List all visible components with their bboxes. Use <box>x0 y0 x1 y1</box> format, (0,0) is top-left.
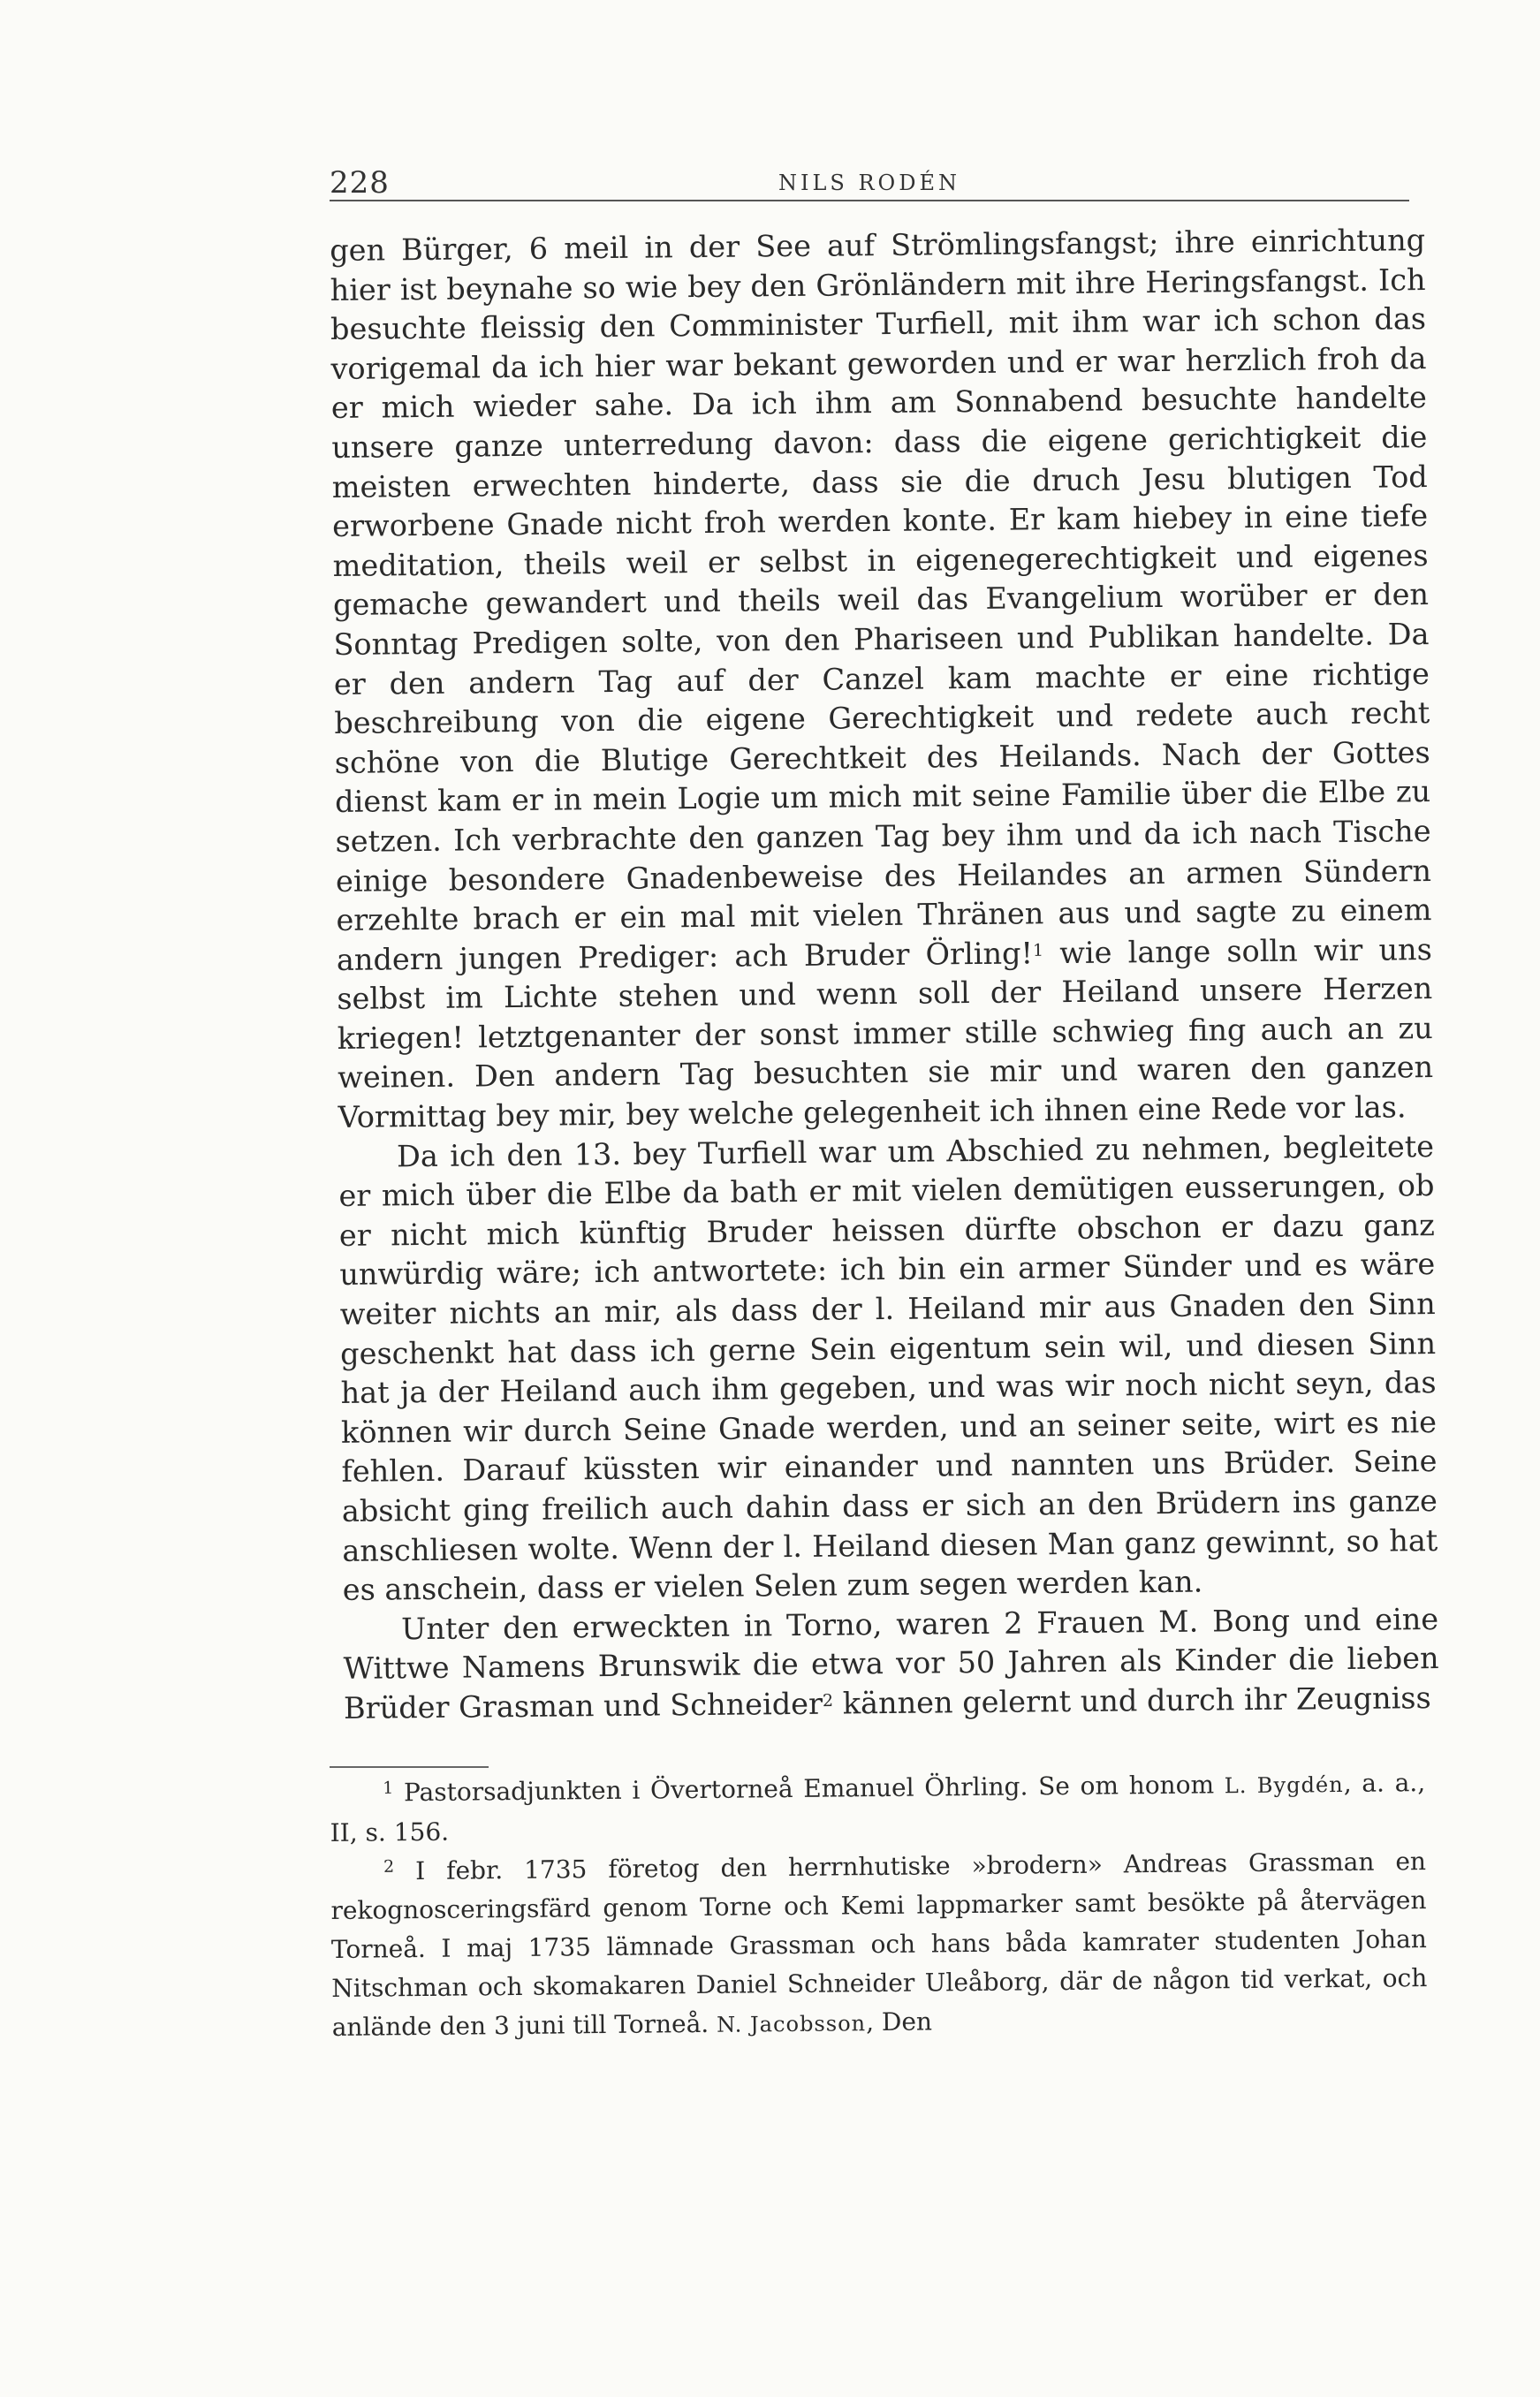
footnote-reference-2: 2 <box>822 1691 834 1711</box>
paragraph-2: Da ich den 13. bey Turfiell war um Abschied zu nehmen, begleitete er mich über die Elbe da bath er mit vielen demütigen eusserungen, ob er nicht mich künftig Bruder heissen dürfte obschon er dazu ganz unwürdig wäre; ich antwortete: ich bin ein armer Sünder und es wäre weiter nichts an mir, als dass der l. Heiland mir aus Gnaden den Sinn geschenkt hat dass ich gerne Sein eigentum sein wil, und diesen Sinn hat ja der Heiland auch ihm gegeben, und was wir noch nicht seyn, das können wir durch Seine Gnade werden, und an seiner seite, wirt es nie fehlen. Darauf küssten wir einander und nannten uns Brüder. Seine absicht ging freilich auch dahin dass er sich an den Brüdern ins ganze anschliesen wolte. Wenn der l. Heiland diesen Man ganz gewinnt, so hat es anschein, dass er vielen Selen zum segen werden kan. <box>338 1128 1438 1608</box>
footnote-reference-1: 1 <box>1032 940 1044 960</box>
paragraph-1-text: gen Bürger, 6 meil in der See auf Strömlingsfangst; ihre einrichtung hier ist beynahe so wie bey den Grönländern mit ihre Heringsfangst. Ich besuchte fleissig den Comminister Turfiell, mit ihm war ich schon das vorigemal da ich hier war bekant geworden und er war herzlich froh da er mich wieder sahe. Da ich ihm am Sonnabend besuchte handelte unsere ganze unterredung davon: dass die eigene gerichtigkeit die meisten erwechten hinderte, dass sie die druch Jesu blutigen Tod erworbene Gnade nicht froh werden konte. Er kam hiebey in eine tiefe meditation, theils weil er selbst in eigenegerechtigkeit und eigenes gemache gewandert und theils weil das Evangelium worüber er den Sonntag Predigen solte, von den Phariseen und Publikan handelte. Da er den andern Tag auf der Canzel kam machte er eine richtige beschreibung von die eigene Gerechtigkeit und redete auch recht schöne von die Blutige Gerechtkeit des Heilands. Nach der Gottes dienst kam er in mein Logie um mich mit seine Familie über die Elbe zu setzen. Ich verbrachte den ganzen Tag bey ihm und da ich nach Tische einige besondere Gnadenbeweise des Heilandes an armen Sündern erzehlte brach er ein mal mit vielen Thränen aus und sagte zu einem andern jungen Prediger: ach Bruder Örling! <box>330 223 1432 977</box>
paragraph-3-tail: kännen gelernt und durch ihr Zeugniss <box>832 1680 1431 1721</box>
footnotes <box>330 1764 1428 2048</box>
footnote-1 <box>330 1764 1426 1853</box>
paragraph-3-text: Unter den erweckten in Torno, waren 2 Frauen M. Bong und eine Wittwe Namens Brunswik die etwa vor 50 Jahren als Kinder die lieben Brüder Grasman und Schneider <box>343 1601 1439 1726</box>
running-head <box>330 166 1409 201</box>
paragraph-1 <box>330 221 1434 1138</box>
footnote-2-text: I febr. 1735 företog den herrnhutiske »brodern» Andreas Grassman en rekognosceringsfärd genom Torne och Kemi lappmarker samt besökte på återvägen Torneå. I maj 1735 lämnade Grassman och hans båda kamrater studenten Johan Nitschman och skomakaren Daniel Schneider Uleåborg, där de någon tid verkat, och anlände den 3 juni till Torneå. <box>330 1847 1428 2042</box>
paragraph-1-tail: wie lange solln wir uns selbst im Lichte stehen und wenn soll der Heiland unsere Herzen kriegen! letztgenanter der sonst immer stille schwieg fing auch an zu weinen. Den andern Tag besuchten sie mir und waren den ganzen Vormittag bey mir, bey welche gelegenheit ich ihnen eine Rede vor las. <box>337 931 1434 1135</box>
footnote-1-author: L. Bygdén <box>1224 1771 1344 1799</box>
page-number: 228 <box>330 165 390 201</box>
paragraph-3 <box>343 1600 1439 1729</box>
footnote-separator <box>330 1766 489 1768</box>
footnote-2-author: N. Jacobsson <box>717 2011 867 2037</box>
running-title: NILS RODÉN <box>778 171 960 195</box>
footnote-2 <box>330 1842 1428 2048</box>
footnote-1-citation: , a. a., II, s. 156. <box>330 1768 1426 1847</box>
footnote-2-mark: 2 <box>383 1856 395 1877</box>
footnote-1-text: Pastorsadjunkten i Övertorneå Emanuel Öhrling. Se om honom <box>393 1770 1225 1808</box>
footnote-2-citation: , Den <box>865 2006 933 2037</box>
footnote-1-mark: 1 <box>383 1778 394 1798</box>
body-text <box>330 221 1439 1728</box>
